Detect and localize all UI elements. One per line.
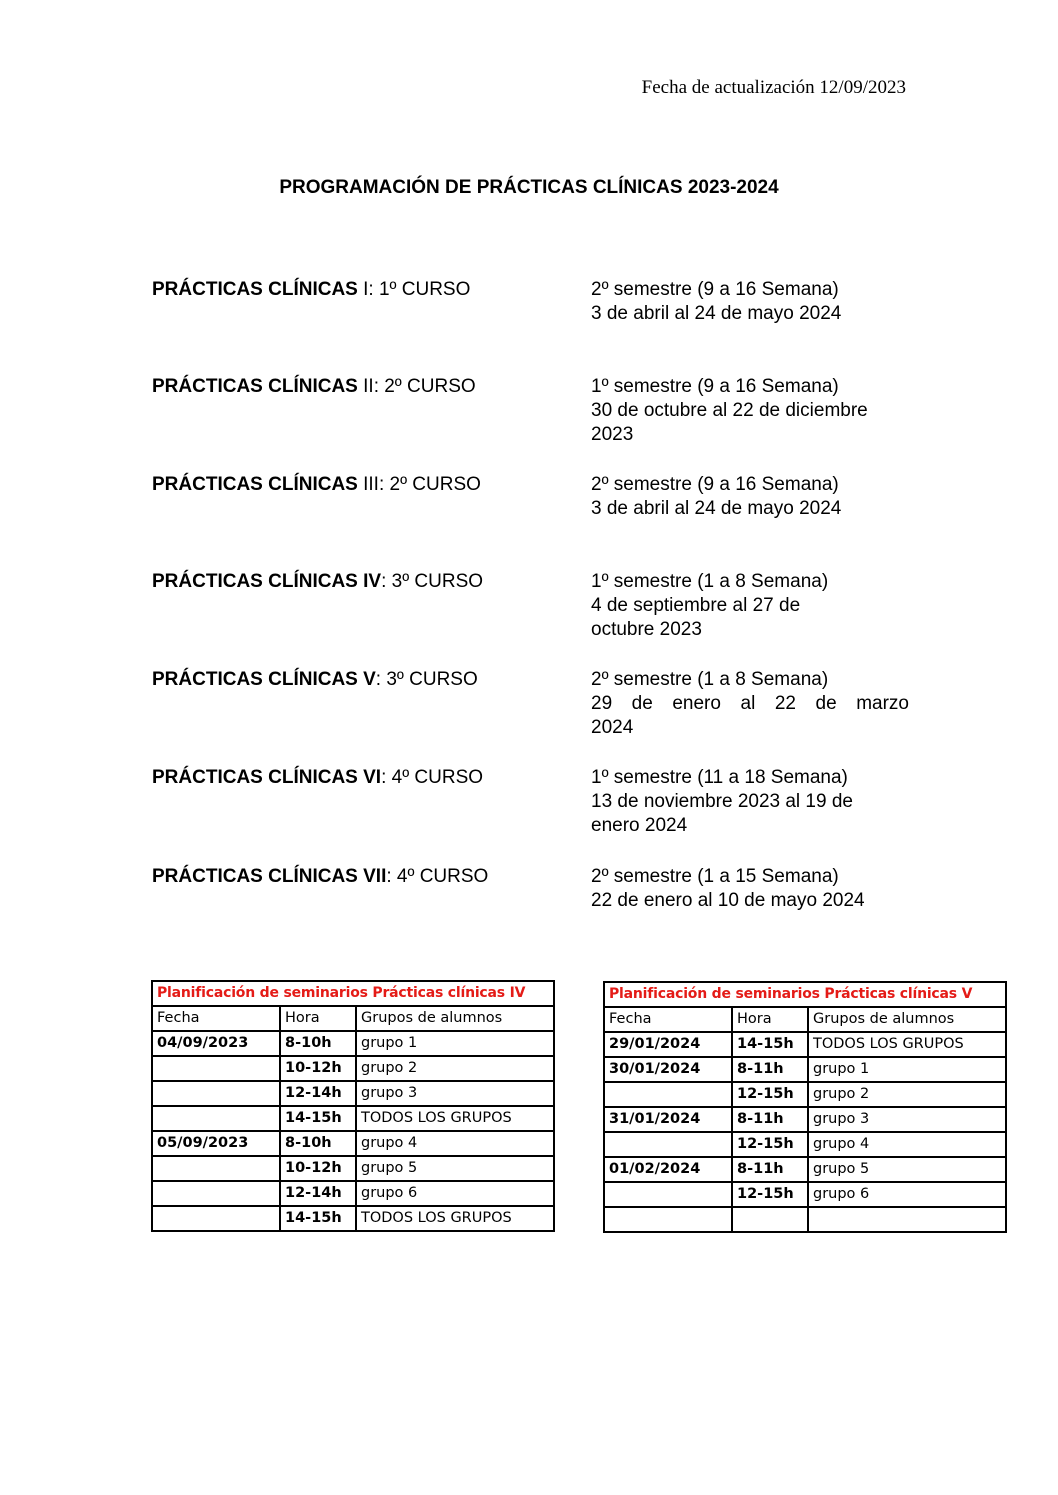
course-dates: octubre 2023 (591, 619, 702, 640)
cell-date: 31/01/2024 (604, 1107, 732, 1132)
course-name (152, 766, 483, 790)
seminars-table-v (603, 981, 1007, 1233)
cell-groups: grupo 6 (356, 1181, 554, 1206)
column-header-groups: Grupos de alumnos (356, 1006, 554, 1031)
course-dates: enero 2024 (591, 815, 688, 836)
cell-date: 29/01/2024 (604, 1032, 732, 1057)
cell-groups: grupo 2 (808, 1082, 1006, 1107)
cell-groups: TODOS LOS GRUPOS (356, 1206, 554, 1231)
cell-groups: grupo 3 (808, 1107, 1006, 1132)
cell-hour: 12-14h (280, 1181, 356, 1206)
course-semester: 1º semestre (11 a 18 Semana) (591, 767, 848, 788)
document-title (0, 177, 1058, 199)
cell-date (152, 1206, 280, 1231)
column-header-hour: Hora (280, 1006, 356, 1031)
cell-groups: grupo 5 (356, 1156, 554, 1181)
table-row (604, 1057, 1006, 1082)
cell-groups: grupo 3 (356, 1081, 554, 1106)
course-numeral: II (363, 376, 374, 397)
course-dates: 3 de abril al 24 de mayo 2024 (591, 303, 842, 324)
table-row (152, 1106, 554, 1131)
cell-date: 05/09/2023 (152, 1131, 280, 1156)
course-numeral: III (363, 474, 379, 495)
cell-date (152, 1056, 280, 1081)
table-row (152, 1056, 554, 1081)
seminars-table-iv (151, 980, 555, 1232)
cell-groups: TODOS LOS GRUPOS (808, 1032, 1006, 1057)
course-semester: 2º semestre (9 a 16 Semana) (591, 474, 839, 495)
course-name (152, 865, 488, 889)
cell-date (604, 1082, 732, 1107)
course-schedule (591, 278, 909, 326)
course-dates: 29 de enero al 22 de marzo (591, 693, 909, 714)
table-row (152, 1081, 554, 1106)
cell-hour (732, 1207, 808, 1232)
cell-date: 01/02/2024 (604, 1157, 732, 1182)
cell-hour: 14-15h (280, 1106, 356, 1131)
table-row (604, 1182, 1006, 1207)
course-name (152, 278, 470, 302)
table-row (152, 1156, 554, 1181)
cell-hour: 10-12h (280, 1156, 356, 1181)
course-name (152, 668, 478, 692)
course-dates: 4 de septiembre al 27 de (591, 595, 801, 616)
cell-groups: grupo 1 (808, 1057, 1006, 1082)
cell-date: 04/09/2023 (152, 1031, 280, 1056)
course-year: : 2º CURSO (378, 474, 481, 495)
table-row (152, 1131, 554, 1156)
cell-groups (808, 1207, 1006, 1232)
table-row (152, 1031, 554, 1056)
cell-groups: grupo 4 (808, 1132, 1006, 1157)
course-year: : 4º CURSO (386, 866, 489, 887)
course-year: : 3º CURSO (375, 669, 478, 690)
table-row (152, 1181, 554, 1206)
cell-hour: 14-15h (280, 1206, 356, 1231)
cell-hour: 8-10h (280, 1031, 356, 1056)
table-row (604, 1157, 1006, 1182)
course-schedule (591, 668, 909, 740)
course-name (152, 473, 481, 497)
course-name-bold: PRÁCTICAS CLÍNICAS V (152, 669, 376, 690)
course-numeral: I (363, 279, 369, 300)
update-date: Fecha de actualización 12/09/2023 (641, 77, 906, 98)
column-header-date: Fecha (152, 1006, 280, 1031)
table-title: Planificación de seminarios Prácticas clínicas V (604, 982, 1006, 1007)
table-row (604, 1207, 1006, 1232)
table-title: Planificación de seminarios Prácticas clínicas IV (152, 981, 554, 1006)
document-title-text: PROGRAMACIÓN DE PRÁCTICAS CLÍNICAS 2023-2024 (279, 177, 779, 198)
cell-groups: grupo 1 (356, 1031, 554, 1056)
course-year: : 2º CURSO (373, 376, 476, 397)
table-row (604, 1107, 1006, 1132)
cell-date (152, 1156, 280, 1181)
cell-hour: 10-12h (280, 1056, 356, 1081)
cell-hour: 12-15h (732, 1082, 808, 1107)
cell-hour: 8-11h (732, 1107, 808, 1132)
cell-date: 30/01/2024 (604, 1057, 732, 1082)
cell-hour: 12-15h (732, 1132, 808, 1157)
course-dates: 2023 (591, 424, 634, 445)
course-name-bold: PRÁCTICAS CLÍNICAS VI (152, 767, 382, 788)
cell-groups: grupo 5 (808, 1157, 1006, 1182)
cell-date (604, 1132, 732, 1157)
course-semester: 2º semestre (9 a 16 Semana) (591, 279, 839, 300)
column-header-hour: Hora (732, 1007, 808, 1032)
course-semester: 1º semestre (9 a 16 Semana) (591, 376, 839, 397)
cell-date (152, 1106, 280, 1131)
cell-date (604, 1182, 732, 1207)
cell-groups: TODOS LOS GRUPOS (356, 1106, 554, 1131)
table-row (604, 1082, 1006, 1107)
course-dates: 30 de octubre al 22 de diciembre (591, 400, 868, 421)
cell-date (152, 1181, 280, 1206)
cell-hour: 12-14h (280, 1081, 356, 1106)
cell-hour: 12-15h (732, 1182, 808, 1207)
course-dates: 3 de abril al 24 de mayo 2024 (591, 498, 842, 519)
cell-hour: 8-10h (280, 1131, 356, 1156)
course-semester: 1º semestre (1 a 8 Semana) (591, 571, 829, 592)
cell-groups: grupo 2 (356, 1056, 554, 1081)
course-year: : 1º CURSO (368, 279, 471, 300)
course-schedule (591, 375, 909, 447)
table-row (152, 1206, 554, 1231)
cell-date (152, 1081, 280, 1106)
course-name-bold: PRÁCTICAS CLÍNICAS (152, 376, 364, 397)
cell-date (604, 1207, 732, 1232)
cell-hour: 14-15h (732, 1032, 808, 1057)
table-row (604, 1132, 1006, 1157)
cell-groups: grupo 6 (808, 1182, 1006, 1207)
course-schedule (591, 473, 909, 521)
cell-hour: 8-11h (732, 1057, 808, 1082)
course-semester: 2º semestre (1 a 8 Semana) (591, 669, 829, 690)
column-header-date: Fecha (604, 1007, 732, 1032)
cell-groups: grupo 4 (356, 1131, 554, 1156)
course-name (152, 570, 483, 594)
course-dates: 22 de enero al 10 de mayo 2024 (591, 890, 865, 911)
course-dates: 2024 (591, 717, 634, 738)
course-name-bold: PRÁCTICAS CLÍNICAS (152, 279, 364, 300)
course-name-bold: PRÁCTICAS CLÍNICAS VII (152, 866, 387, 887)
course-semester: 2º semestre (1 a 15 Semana) (591, 866, 839, 887)
course-dates: 13 de noviembre 2023 al 19 de (591, 791, 853, 812)
course-year: : 3º CURSO (381, 571, 484, 592)
table-row (604, 1032, 1006, 1057)
column-header-groups: Grupos de alumnos (808, 1007, 1006, 1032)
course-schedule (591, 865, 909, 913)
cell-hour: 8-11h (732, 1157, 808, 1182)
course-name-bold: PRÁCTICAS CLÍNICAS (152, 474, 364, 495)
course-schedule (591, 766, 909, 838)
course-name (152, 375, 476, 399)
course-year: : 4º CURSO (381, 767, 484, 788)
course-schedule (591, 570, 909, 642)
course-name-bold: PRÁCTICAS CLÍNICAS IV (152, 571, 382, 592)
